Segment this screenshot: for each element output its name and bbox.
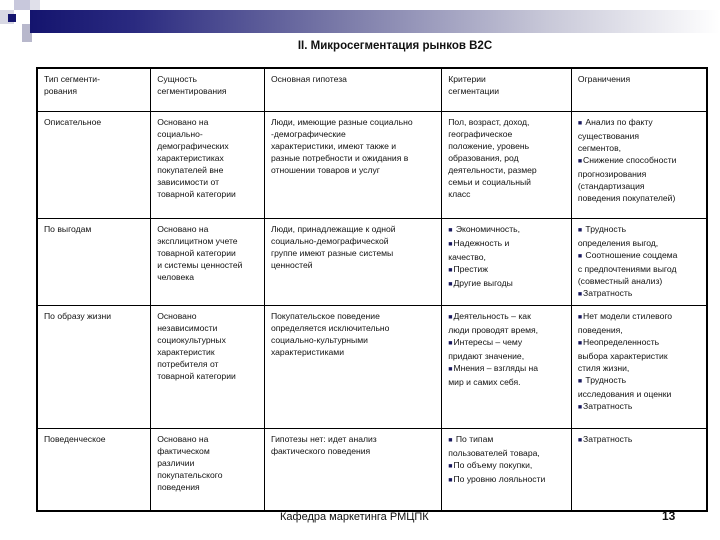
essence-cell: Основано на фактическом различии покупательского поведения (151, 428, 265, 511)
footer-text: Кафедра маркетинга РМЦПК (280, 511, 429, 523)
table-row (37, 218, 707, 305)
header-cell: Сущность сегментирования (151, 68, 265, 111)
decor-square (30, 0, 40, 10)
bullet-item: ■ Трудность определения выгод, (578, 223, 700, 249)
table-header-row (37, 68, 707, 111)
hypothesis-cell: Люди, принадлежащие к одной социально-демографической группе имеют разные системы ценностей (264, 218, 441, 305)
type-cell: По выгодам (37, 218, 151, 305)
criteria-cell (442, 428, 572, 511)
limits-cell (571, 111, 707, 218)
bullet-item: ■ По типам пользователей товара, (448, 433, 565, 459)
bullet-item: ■ Престиж (448, 263, 565, 277)
type-cell: Поведенческое (37, 428, 151, 511)
essence-cell: Основано на социально- демографических характеристиках покупателей вне зависимости от товарной категории (151, 111, 265, 218)
decor-square (8, 14, 16, 22)
slide-title: II. Микросегментация рынков B2C (297, 40, 493, 52)
limits-cell (571, 305, 707, 428)
header-cell: Основная гипотеза (264, 68, 441, 111)
essence-cell: Основано независимости социокультурных характеристик потребителя от товарной категории (151, 305, 265, 428)
hypothesis-cell: Покупательское поведение определяется исключительно социально-культурными характеристиками (264, 305, 441, 428)
segmentation-table (36, 67, 708, 512)
table-row (37, 111, 707, 218)
bullet-item: ■ Другие выгоды (448, 277, 565, 291)
header-cell: Критерии сегментации (442, 68, 572, 111)
bullet-item: ■ Нет модели стилевого поведения, (578, 310, 700, 336)
essence-cell: Основано на эксплицитном учете товарной категории и системы ценностей человека (151, 218, 265, 305)
bullet-item: ■ Снижение способности прогнозирования (стандартизация поведения покупателей) (578, 154, 700, 204)
page-number: 13 (662, 509, 676, 523)
table-row (37, 428, 707, 511)
decor-square (14, 0, 30, 10)
bullet-item: ■ Интересы – чему придают значение, (448, 336, 565, 362)
bullet-item: ■ Деятельность – как люди проводят время, (448, 310, 565, 336)
table-row (37, 305, 707, 428)
bullet-item: ■ Экономичность, (448, 223, 565, 237)
bullet-item: ■ По объему покупки, (448, 459, 565, 473)
limits-cell (571, 218, 707, 305)
header-banner (30, 10, 720, 33)
bullet-item: ■ Анализ по факту существования сегментов, (578, 116, 700, 154)
bullet-item: ■ Неопределенность выбора характеристик стиля жизни, (578, 336, 700, 374)
bullet-item: ■ Мнения – взгляды на мир и самих себя. (448, 362, 565, 388)
limits-cell (571, 428, 707, 511)
bullet-item: ■ Трудность исследования и оценки (578, 374, 700, 400)
bullet-item: ■ Затратность (578, 287, 700, 301)
bullet-item: ■ Соотношение соцдема с предпочтениями выгод (совместный анализ) (578, 249, 700, 287)
criteria-cell: Пол, возраст, доход, географическое положение, уровень образования, род деятельности, размер семьи и социальный класс (442, 111, 572, 218)
bullet-item: ■ Надежность и качество, (448, 237, 565, 263)
criteria-cell (442, 305, 572, 428)
criteria-cell (442, 218, 572, 305)
bullet-item: ■ Затратность (578, 433, 700, 447)
header-cell: Тип сегменти- рования (37, 68, 151, 111)
bullet-item: ■ Затратность (578, 400, 700, 414)
hypothesis-cell: Гипотезы нет: идет анализ фактического поведения (264, 428, 441, 511)
type-cell: Описательное (37, 111, 151, 218)
header-cell: Ограничения (571, 68, 707, 111)
bullet-item: ■ По уровню лояльности (448, 473, 565, 487)
type-cell: По образу жизни (37, 305, 151, 428)
hypothesis-cell: Люди, имеющие разные социально -демографические характеристики, имеют также и разные потребности и ожидания в отношении товаров и услуг (264, 111, 441, 218)
